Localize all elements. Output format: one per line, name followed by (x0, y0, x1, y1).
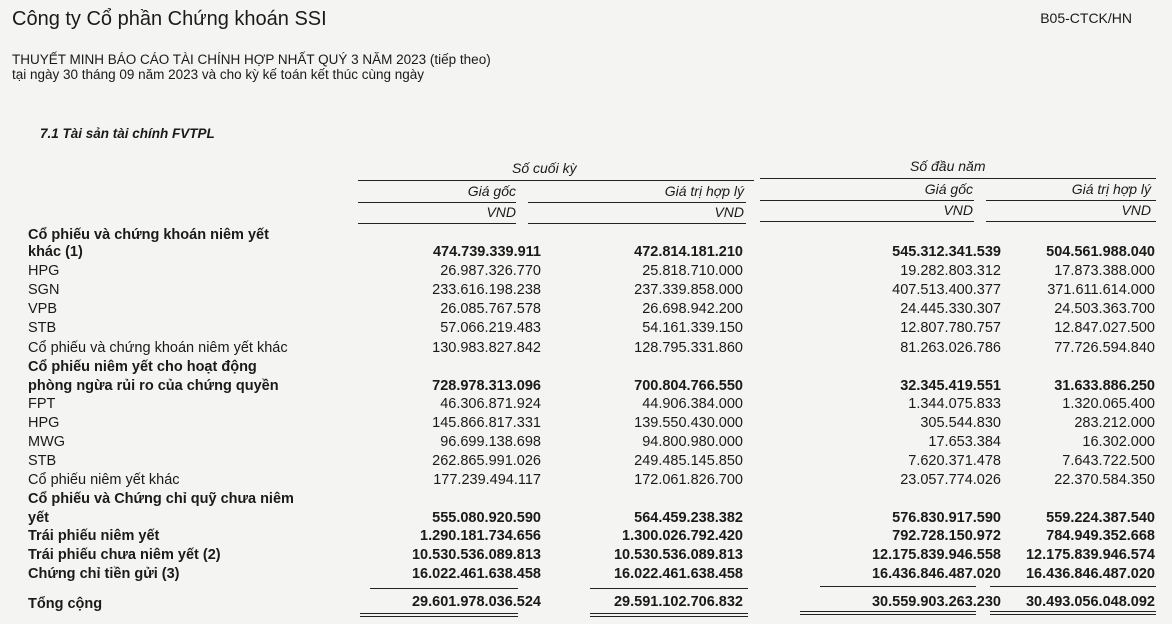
fair-begin-cell: 7.643.722.500 (1062, 453, 1155, 469)
row-label: SGN (28, 282, 60, 298)
cost-end-cell: 29.601.978.036.524 (411, 594, 541, 610)
table-row (28, 453, 1158, 472)
form-code: B05-CTCK/HN (1040, 10, 1132, 26)
table-row (28, 472, 1158, 491)
row-label: FPT (28, 396, 56, 412)
fair-begin-cell: 31.633.886.250 (1054, 378, 1155, 394)
fair-end-cell: 139.550.430.000 (634, 415, 743, 431)
fair-begin-cell: 24.503.363.700 (1054, 301, 1155, 317)
cost-end-cell: 728.978.313.096 (432, 378, 541, 394)
row-label: HPG (28, 263, 60, 279)
col-rule-3 (760, 200, 974, 201)
fair-end-cell: 29.591.102.706.832 (613, 594, 743, 610)
fair-end-cell: 128.795.331.860 (634, 340, 743, 356)
row-label: Trái phiếu chưa niêm yết (2) (28, 547, 221, 563)
total-double-rule-4a (990, 611, 1156, 612)
total-double-rule-1a (360, 613, 518, 614)
row-label: VPB (28, 301, 58, 317)
fair-begin-cell: 559.224.387.540 (1046, 510, 1155, 526)
fair-begin-cell: 283.212.000 (1074, 415, 1155, 431)
cost-end-cell: 262.865.991.026 (432, 453, 541, 469)
fair-begin-cell: 30.493.056.048.092 (1025, 594, 1155, 610)
fair-begin-cell: 1.320.065.400 (1062, 396, 1155, 412)
fair-end-cell: 16.022.461.638.458 (613, 566, 743, 582)
cost-begin-cell: 24.445.330.307 (900, 301, 1001, 317)
company-name: Công ty Cổ phần Chứng khoán SSI (12, 8, 327, 30)
row-label-line1: Cổ phiếu và chứng khoán niêm yết (28, 227, 269, 243)
table-row (28, 320, 1158, 339)
row-label: Chứng chỉ tiền gửi (3) (28, 566, 180, 582)
cost-end-cell: 26.085.767.578 (440, 301, 541, 317)
table-row (28, 547, 1158, 566)
group-header-begin-year: Số đầu năm (910, 158, 986, 174)
col-header-fair-end: Giá trị hợp lý (664, 183, 744, 199)
total-double-rule-3b (800, 614, 976, 615)
fair-end-cell: 564.459.238.382 (634, 510, 743, 526)
cost-end-cell: 10.530.536.089.813 (411, 547, 541, 563)
report-title (12, 52, 491, 82)
fair-end-cell: 700.804.766.550 (634, 378, 743, 394)
total-double-rule-2b (590, 616, 748, 617)
row-label: phòng ngừa rủi ro của chứng quyền (28, 378, 279, 394)
fair-begin-cell: 16.302.000 (1082, 434, 1155, 450)
fair-end-cell: 54.161.339.150 (642, 320, 743, 336)
group-rule-end (358, 180, 754, 181)
cost-end-cell: 1.290.181.734.656 (420, 528, 541, 544)
table-row (28, 528, 1158, 547)
col-rule-2 (528, 202, 746, 203)
table-row (28, 244, 1158, 263)
row-label: HPG (28, 415, 60, 431)
cost-begin-cell: 81.263.026.786 (900, 340, 1001, 356)
col-header-fair-begin: Giá trị hợp lý (1071, 181, 1151, 197)
cost-begin-cell: 12.175.839.946.558 (871, 547, 1001, 563)
cost-end-cell: 26.987.326.770 (440, 263, 541, 279)
row-label: STB (28, 320, 57, 336)
cost-begin-cell: 7.620.371.478 (908, 453, 1001, 469)
cost-begin-cell: 545.312.341.539 (892, 244, 1001, 260)
table-row (28, 434, 1158, 453)
total-double-rule-4b (990, 614, 1156, 615)
row-label: Cổ phiếu niêm yết khác (28, 472, 180, 488)
cost-end-cell: 16.022.461.638.458 (411, 566, 541, 582)
cost-end-cell: 145.866.817.331 (432, 415, 541, 431)
cost-end-cell: 46.306.871.924 (440, 396, 541, 412)
unit-rule-4 (986, 221, 1156, 222)
fair-end-cell: 237.339.858.000 (634, 282, 743, 298)
total-rule-1 (370, 588, 518, 589)
row-label-line1: Cổ phiếu niêm yết cho hoạt động (28, 359, 257, 375)
cost-begin-cell: 1.344.075.833 (908, 396, 1001, 412)
row-label-line1: Cổ phiếu và Chứng chỉ quỹ chưa niêm (28, 491, 294, 507)
unit-cost-end: VND (486, 204, 516, 220)
fair-begin-cell: 12.175.839.946.574 (1025, 547, 1155, 563)
fair-begin-cell: 784.949.352.668 (1046, 528, 1155, 544)
table-row (28, 415, 1158, 434)
fair-begin-cell: 77.726.594.840 (1054, 340, 1155, 356)
fair-end-cell: 1.300.026.792.420 (622, 528, 743, 544)
fair-end-cell: 44.906.384.000 (642, 396, 743, 412)
col-header-cost-end: Giá gốc (467, 183, 516, 199)
table-row (28, 510, 1158, 529)
cost-begin-cell: 30.559.903.263.230 (871, 594, 1001, 610)
fair-begin-cell: 504.561.988.040 (1046, 244, 1155, 260)
unit-rule-2 (528, 223, 746, 224)
report-title-line2: tại ngày 30 tháng 09 năm 2023 và cho kỳ kế toán kết thúc cùng ngày (12, 67, 425, 82)
cost-end-cell: 57.066.219.483 (440, 320, 541, 336)
fair-begin-cell: 12.847.027.500 (1054, 320, 1155, 336)
cost-begin-cell: 576.830.917.590 (892, 510, 1001, 526)
row-label: khác (1) (28, 244, 83, 260)
cost-begin-cell: 305.544.830 (920, 415, 1001, 431)
fair-end-cell: 94.800.980.000 (642, 434, 743, 450)
cost-begin-cell: 16.436.846.487.020 (871, 566, 1001, 582)
table-row (28, 340, 1158, 359)
fair-begin-cell: 17.873.388.000 (1054, 263, 1155, 279)
row-label: STB (28, 453, 57, 469)
col-rule-1 (358, 202, 516, 203)
cost-end-cell: 177.239.494.117 (433, 472, 541, 488)
cost-end-cell: 555.080.920.590 (432, 510, 541, 526)
fair-end-cell: 249.485.145.850 (634, 453, 743, 469)
unit-rule-1 (358, 223, 516, 224)
total-rule-2 (590, 588, 748, 589)
table-row (28, 566, 1158, 585)
group-rule-begin (760, 178, 1156, 179)
cost-end-cell: 233.616.198.238 (432, 282, 541, 298)
unit-rule-3 (760, 221, 974, 222)
table-row (28, 263, 1158, 282)
col-header-cost-begin: Giá gốc (924, 181, 973, 197)
total-double-rule-1b (360, 616, 518, 617)
unit-fair-begin: VND (1121, 202, 1151, 218)
table-row (28, 282, 1158, 301)
section-title: 7.1 Tài sản tài chính FVTPL (40, 126, 215, 141)
cost-end-cell: 96.699.138.698 (440, 434, 541, 450)
total-double-rule-3a (800, 611, 976, 612)
row-label: MWG (28, 434, 66, 450)
group-header-end-period: Số cuối kỳ (512, 160, 577, 176)
total-rule-3 (820, 586, 976, 587)
fair-end-cell: 172.061.826.700 (634, 472, 743, 488)
fair-begin-cell: 22.370.584.350 (1054, 472, 1155, 488)
fair-end-cell: 25.818.710.000 (642, 263, 743, 279)
report-title-line1: THUYẾT MINH BÁO CÁO TÀI CHÍNH HỢP NHẤT QUÝ 3 NĂM 2023 (tiếp theo) (12, 52, 491, 67)
table-row-total (28, 594, 1158, 613)
cost-end-cell: 130.983.827.842 (432, 340, 541, 356)
cost-begin-cell: 792.728.150.972 (892, 528, 1001, 544)
cost-begin-cell: 12.807.780.757 (900, 320, 1001, 336)
fair-end-cell: 10.530.536.089.813 (613, 547, 743, 563)
cost-begin-cell: 19.282.803.312 (900, 263, 1001, 279)
fair-begin-cell: 16.436.846.487.020 (1025, 566, 1155, 582)
cost-begin-cell: 32.345.419.551 (900, 378, 1001, 394)
unit-cost-begin: VND (943, 202, 973, 218)
total-double-rule-2a (590, 613, 748, 614)
fair-end-cell: 26.698.942.200 (642, 301, 743, 317)
cost-begin-cell: 17.653.384 (928, 434, 1001, 450)
col-rule-4 (986, 200, 1156, 201)
table-row (28, 396, 1158, 415)
total-rule-4 (990, 586, 1156, 587)
cost-begin-cell: 23.057.774.026 (900, 472, 1001, 488)
cost-end-cell: 474.739.339.911 (432, 244, 541, 260)
unit-fair-end: VND (714, 204, 744, 220)
row-label: Tổng cộng (28, 596, 103, 612)
row-label: yết (28, 510, 49, 526)
row-label: Trái phiếu niêm yết (28, 528, 160, 544)
cost-begin-cell: 407.513.400.377 (892, 282, 1001, 298)
table-row (28, 301, 1158, 320)
fair-end-cell: 472.814.181.210 (634, 244, 743, 260)
table-row (28, 378, 1158, 397)
fair-begin-cell: 371.611.614.000 (1047, 282, 1155, 298)
row-label: Cổ phiếu và chứng khoán niêm yết khác (28, 340, 288, 356)
